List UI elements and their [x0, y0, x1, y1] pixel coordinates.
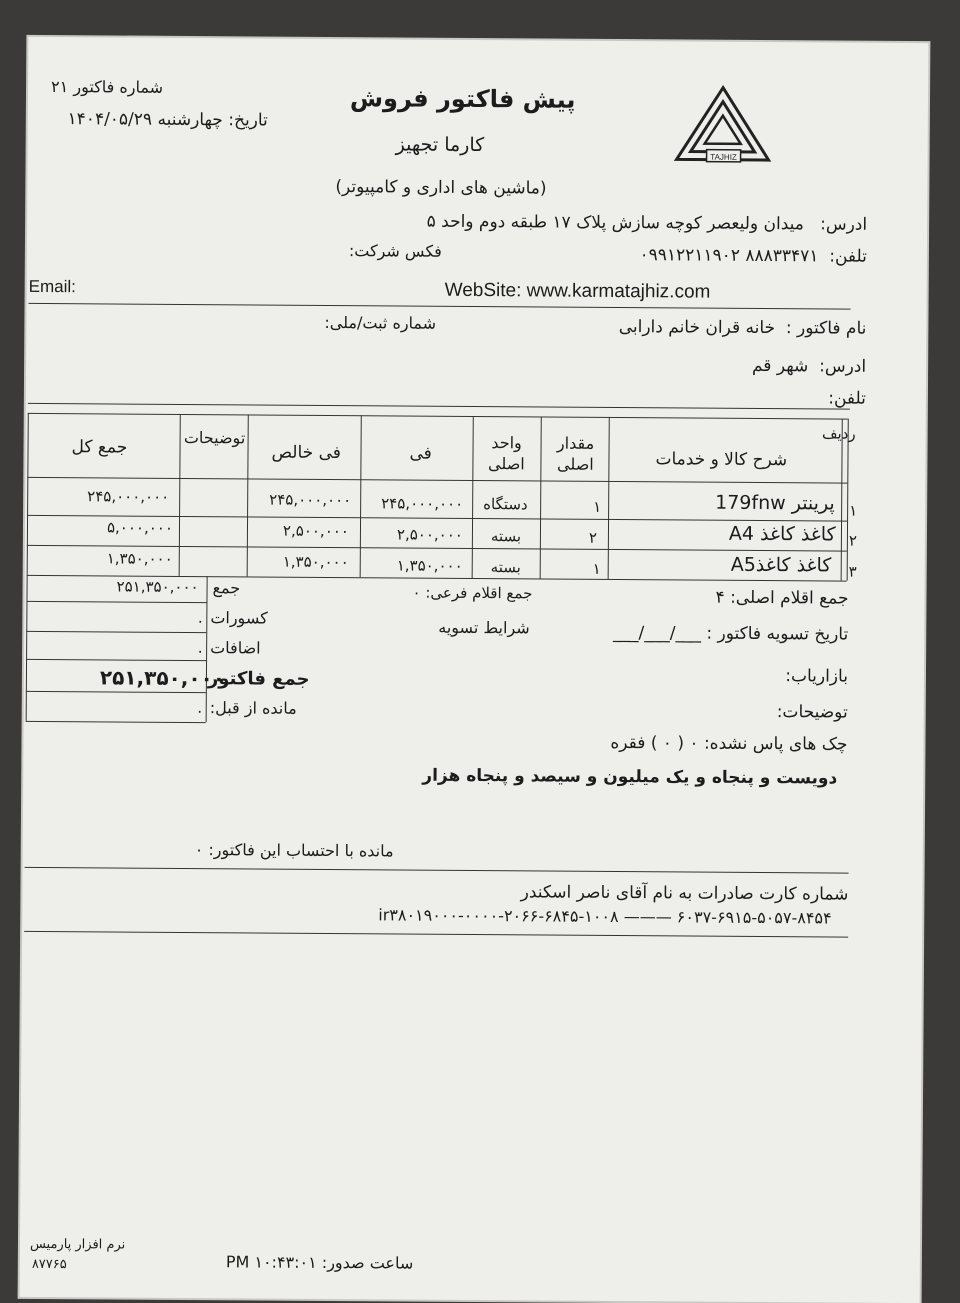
card-number: ۶۰۳۷-۶۹۱۵-۵۰۵۷-۸۴۵۴ — [676, 907, 832, 928]
seller-email-label: Email: — [28, 276, 76, 297]
issue-time-value: PM ۱۰:۴۳:۰۱ — [225, 1252, 317, 1272]
row-desc: کاغذ کاغذ A4 — [728, 522, 836, 546]
summary-sum-label: جمع — [212, 578, 241, 598]
row-qty: ۲ — [588, 528, 598, 547]
card-iban: ir۳۸۰۱۹۰۰۰-۰۰۰۰-۲۰۶۶-۶۸۴۵-۱۰۰۸ — [378, 905, 619, 927]
page-title: پیش فاکتور فروش — [349, 84, 576, 114]
row-total: ۱,۳۵۰,۰۰۰ — [106, 549, 173, 568]
card-owner: شماره کارت صادرات به نام آقای ناصر اسکندر — [520, 882, 849, 905]
issue-time — [226, 1252, 414, 1272]
row-qty: ۱ — [592, 559, 601, 578]
seller-address-value: میدان ولیعصر کوچه سازش پلاک ۱۷ طبقه دوم واحد ۵ — [426, 211, 804, 235]
additions-value: ۰ — [196, 642, 205, 661]
customer-name-label: نام فاکتور : — [785, 318, 867, 339]
divider-bottom — [24, 931, 848, 938]
unpaid-checks — [610, 733, 847, 755]
balance-after — [195, 840, 394, 860]
settle-date-value: ___/___/___ — [613, 622, 702, 644]
col-header-net: فی خالص — [271, 442, 341, 464]
invoice-total-value: ۲۵۱,۳۵۰,۰۰۰ — [99, 665, 226, 691]
customer-name-value: خانه قران خانم دارابی — [618, 317, 776, 339]
balance-after-value: ۰ — [194, 840, 204, 860]
unpaid-checks-value: ۰ ( ۰ ) فقره — [610, 732, 699, 754]
seller-phone-value: ۸۸۸۳۳۴۷۱ ۰۹۹۱۲۲۱۱۹۰۲ — [639, 245, 819, 267]
deductions-label: کسورات — [210, 608, 268, 628]
customer-address-label: ادرس: — [819, 356, 867, 377]
col-header-unit: واحد اصلی — [488, 433, 525, 474]
seller-phone-label: تلفن: — [829, 246, 867, 267]
invoice-number-value: ۲۱ — [51, 77, 69, 97]
customer-reg-label: شماره ثبت/ملی: — [324, 312, 437, 333]
sub-items-label: جمع اقلام فرعی: — [425, 583, 533, 603]
notes-label: توضیحات: — [776, 702, 848, 723]
row-number: ۲ — [848, 531, 858, 550]
main-items-value: ۴ — [715, 587, 725, 608]
settle-date-label: تاریخ تسویه فاکتور : — [706, 623, 849, 645]
seller-fax-label: فکس شرکت: — [348, 241, 442, 261]
invoice-date-label: تاریخ — [233, 110, 268, 131]
divider-customer — [28, 403, 850, 410]
balance-after-label: مانده با احتساب این فاکتور: — [208, 840, 394, 861]
col-header-row: ردیف — [821, 424, 856, 443]
software-name: نرم افزار پارمیس — [29, 1236, 126, 1253]
seller-website: WebSite: www.karmatajhiz.com — [444, 279, 711, 303]
row-number: ۳ — [848, 562, 857, 581]
row-price: ۲۴۵,۰۰۰,۰۰۰ — [381, 494, 464, 513]
settle-terms-label: شرایط تسویه — [438, 617, 530, 638]
row-price: ۲,۵۰۰,۰۰۰ — [396, 525, 463, 544]
seller-address — [427, 212, 868, 235]
unpaid-checks-label: چک های پاس نشده: — [703, 733, 848, 755]
col-header-desc: شرح کالا و خدمات — [655, 449, 788, 471]
invoice-page — [20, 37, 929, 1303]
row-total: ۲۴۵,۰۰۰,۰۰۰ — [87, 487, 170, 506]
summary-sum-value: ۲۵۱,۳۵۰,۰۰۰ — [116, 577, 199, 597]
main-items-count — [715, 588, 848, 609]
settle-date — [613, 623, 848, 645]
software-code: ۸۷۷۶۵ — [31, 1256, 67, 1273]
seller-address-label: ادرس: — [820, 214, 868, 235]
row-unit: دستگاه — [483, 495, 528, 514]
company-tagline: (ماشین های اداری و کامپیوتر) — [335, 177, 547, 199]
row-unit: بسته — [490, 558, 521, 577]
invoice-number — [51, 77, 163, 97]
col-header-price: فی — [409, 443, 432, 464]
company-name: کارما تجهیز — [395, 133, 485, 157]
logo-text: TAJHIZ — [710, 152, 737, 162]
deductions-value: ۰ — [196, 612, 205, 631]
invoice-number-label: شماره فاکتور — [73, 77, 164, 97]
marketer-label: بازاریاب: — [785, 666, 849, 687]
row-unit: بسته — [490, 527, 522, 546]
invoice-date: تاریخ: چهارشنبه ۱۴۰۴/۰۵/۲۹ — [67, 109, 268, 131]
card-separator: ——— — [623, 907, 672, 927]
invoice-total-label: جمع فاکتور — [207, 668, 310, 690]
row-desc: پرینتر 179fnw — [715, 491, 835, 515]
row-net: ۱,۳۵۰,۰۰۰ — [282, 552, 349, 572]
amount-in-words: دویست و پنجاه و یک میلیون و سیصد و پنجاه هزار — [422, 765, 838, 789]
prev-balance-value: ۰ — [195, 702, 204, 721]
customer-address-value: شهر قم — [751, 355, 809, 377]
col-header-qty: مقدار اصلی — [556, 433, 595, 474]
row-qty: ۱ — [593, 497, 602, 516]
sub-items-value: ۰ — [412, 583, 421, 602]
col-header-total: جمع کل — [71, 437, 128, 458]
divider-seller — [29, 303, 851, 310]
customer-phone-label: تلفن: — [828, 388, 866, 409]
sub-items-count — [412, 584, 532, 603]
customer-name — [619, 317, 867, 339]
invoice-date-value: چهارشنبه ۱۴۰۴/۰۵/۲۹ — [67, 109, 223, 131]
issue-time-label: ساعت صدور: — [321, 1252, 414, 1273]
additions-label: اضافات — [210, 638, 261, 658]
col-header-notes: توضیحات — [183, 427, 246, 448]
row-total: ۵,۰۰۰,۰۰۰ — [106, 518, 173, 537]
divider-card — [25, 867, 849, 874]
row-net: ۲۴۵,۰۰۰,۰۰۰ — [269, 490, 352, 510]
row-desc: کاغذ کاغذA5 — [730, 553, 832, 577]
row-number: ۱ — [849, 501, 858, 520]
row-price: ۱,۳۵۰,۰۰۰ — [396, 556, 463, 575]
seller-phone — [639, 245, 866, 267]
company-logo — [673, 83, 774, 166]
prev-balance-label: مانده از قبل: — [209, 698, 297, 718]
main-items-label: جمع اقلام اصلی: — [730, 587, 849, 609]
customer-address — [752, 356, 866, 377]
row-net: ۲,۵۰۰,۰۰۰ — [282, 521, 349, 541]
card-numbers — [378, 905, 832, 927]
